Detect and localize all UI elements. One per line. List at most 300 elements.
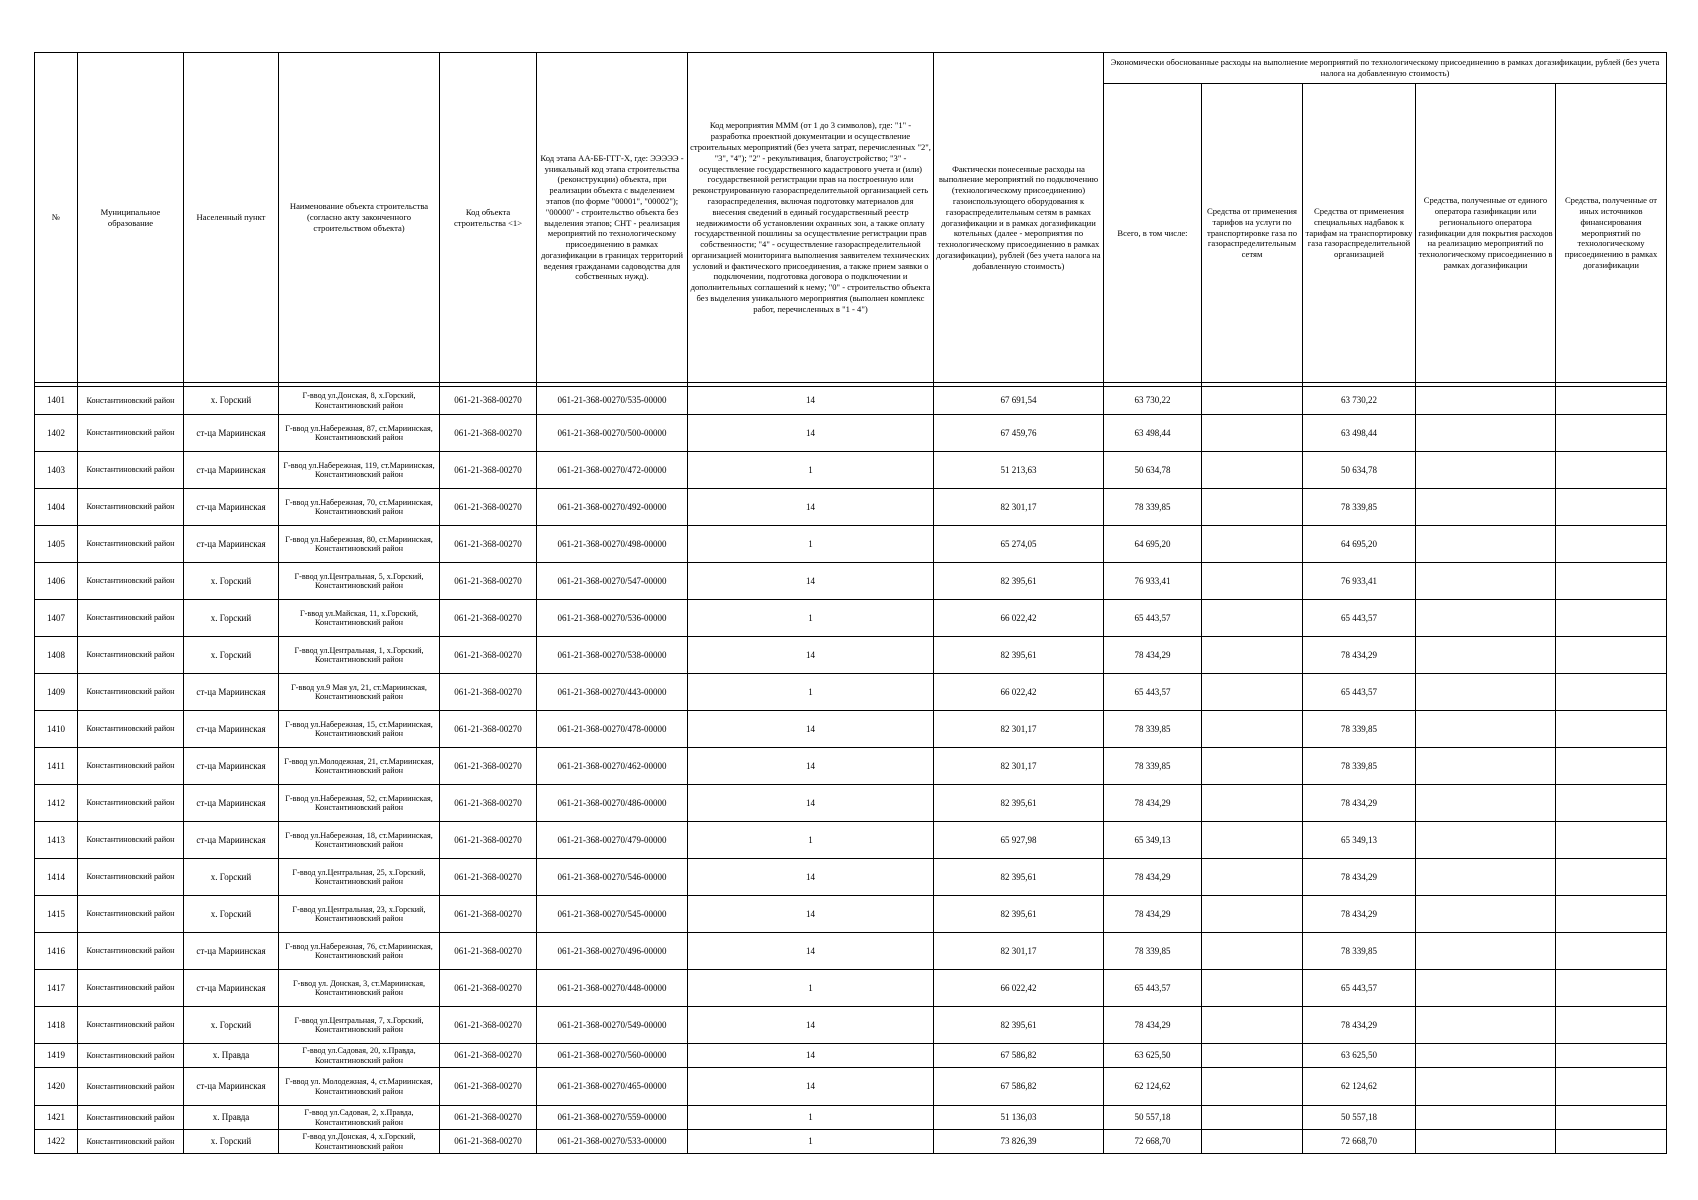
table-row [35,489,1667,526]
cell-tariff [1202,711,1303,748]
cell-markup: 78 434,29 [1303,1007,1416,1044]
header-total: Всего, в том числе: [1104,84,1202,383]
cell-operator [1416,637,1556,674]
cell-address: Г-ввод ул.Набережная, 70, ст.Мариинская, Константиновский район [279,489,440,526]
table-row [35,1044,1667,1068]
cell-total: 63 625,50 [1104,1044,1202,1068]
cell-num: 1402 [35,415,78,452]
cell-address: Г-ввод ул.Набережная, 18, ст.Мариинская, Константиновский район [279,822,440,859]
cell-total: 78 434,29 [1104,637,1202,674]
cell-num: 1403 [35,452,78,489]
table-row [35,896,1667,933]
cell-other [1556,1068,1667,1106]
header-municipality: Муниципальное образование [78,53,184,383]
cell-markup: 78 339,85 [1303,711,1416,748]
cell-total: 78 434,29 [1104,1007,1202,1044]
cell-other [1556,1106,1667,1130]
table-row [35,1130,1667,1154]
cell-address: Г-ввод ул.9 Мая ул, 21, ст.Мариинская, Константиновский район [279,674,440,711]
cell-operator [1416,785,1556,822]
cell-tariff [1202,1068,1303,1106]
cell-markup: 50 557,18 [1303,1106,1416,1130]
cell-actual: 66 022,42 [934,970,1104,1007]
table-row [35,785,1667,822]
table-row [35,415,1667,452]
table-row [35,748,1667,785]
cell-settlement: ст-ца Мариинская [184,970,279,1007]
cell-operator [1416,563,1556,600]
cell-settlement: ст-ца Мариинская [184,933,279,970]
table-row [35,563,1667,600]
cell-address: Г-ввод ул.Центральная, 7, х.Горский, Константиновский район [279,1007,440,1044]
cell-object-code: 061-21-368-00270 [440,600,537,637]
document-sheet [34,52,1666,1154]
cell-measure: 14 [688,1068,934,1106]
cell-stage-code: 061-21-368-00270/498-00000 [537,526,688,563]
cell-other [1556,489,1667,526]
cell-municipality: Константиновский район [78,452,184,489]
cell-num: 1406 [35,563,78,600]
cell-num: 1401 [35,387,78,415]
cell-operator [1416,970,1556,1007]
table-row [35,1068,1667,1106]
cell-total: 78 339,85 [1104,748,1202,785]
cell-municipality: Константиновский район [78,415,184,452]
cell-stage-code: 061-21-368-00270/492-00000 [537,489,688,526]
cell-operator [1416,600,1556,637]
cell-measure: 14 [688,637,934,674]
cell-settlement: х. Горский [184,859,279,896]
cell-num: 1417 [35,970,78,1007]
cell-municipality: Константиновский район [78,489,184,526]
cell-actual: 65 927,98 [934,822,1104,859]
cell-markup: 65 349,13 [1303,822,1416,859]
cell-object-code: 061-21-368-00270 [440,526,537,563]
cell-object-code: 061-21-368-00270 [440,452,537,489]
cell-object-code: 061-21-368-00270 [440,387,537,415]
cell-total: 76 933,41 [1104,563,1202,600]
cell-stage-code: 061-21-368-00270/538-00000 [537,637,688,674]
table-header [35,53,1667,387]
cell-stage-code: 061-21-368-00270/533-00000 [537,1130,688,1154]
cell-object-code: 061-21-368-00270 [440,1068,537,1106]
cell-operator [1416,415,1556,452]
cell-municipality: Константиновский район [78,563,184,600]
header-settlement: Населенный пункт [184,53,279,383]
cell-tariff [1202,822,1303,859]
cell-stage-code: 061-21-368-00270/486-00000 [537,785,688,822]
cell-markup: 76 933,41 [1303,563,1416,600]
cell-measure: 1 [688,600,934,637]
cell-operator [1416,1044,1556,1068]
cell-total: 65 443,57 [1104,970,1202,1007]
cell-other [1556,1007,1667,1044]
cell-num: 1421 [35,1106,78,1130]
cell-measure: 14 [688,1044,934,1068]
header-object-code: Код объекта строительства <1> [440,53,537,383]
cell-actual: 82 395,61 [934,785,1104,822]
cell-settlement: ст-ца Мариинская [184,1068,279,1106]
cell-markup: 65 443,57 [1303,600,1416,637]
cell-operator [1416,674,1556,711]
cell-address: Г-ввод ул.Центральная, 1, х.Горский, Константиновский район [279,637,440,674]
cell-num: 1413 [35,822,78,859]
cell-actual: 82 395,61 [934,637,1104,674]
cell-object-code: 061-21-368-00270 [440,933,537,970]
cell-num: 1419 [35,1044,78,1068]
cell-tariff [1202,563,1303,600]
cell-other [1556,387,1667,415]
cell-total: 50 634,78 [1104,452,1202,489]
cell-actual: 82 395,61 [934,1007,1104,1044]
cell-other [1556,415,1667,452]
cell-object-code: 061-21-368-00270 [440,563,537,600]
cell-municipality: Константиновский район [78,1007,184,1044]
cell-actual: 82 301,17 [934,711,1104,748]
cell-municipality: Константиновский район [78,859,184,896]
cell-measure: 1 [688,452,934,489]
header-other-sources: Средства, полученные от иных источников финансирования мероприятий по технологическому присоединению в рамках догазификации [1556,84,1667,383]
cell-num: 1410 [35,711,78,748]
cell-object-code: 061-21-368-00270 [440,1130,537,1154]
cell-tariff [1202,785,1303,822]
cell-markup: 64 695,20 [1303,526,1416,563]
cell-object-code: 061-21-368-00270 [440,1044,537,1068]
cell-tariff [1202,970,1303,1007]
cell-stage-code: 061-21-368-00270/500-00000 [537,415,688,452]
cell-settlement: х. Горский [184,896,279,933]
cell-municipality: Константиновский район [78,1044,184,1068]
cell-measure: 14 [688,859,934,896]
table-row [35,637,1667,674]
cell-stage-code: 061-21-368-00270/535-00000 [537,387,688,415]
cell-num: 1420 [35,1068,78,1106]
cell-total: 63 730,22 [1104,387,1202,415]
cell-markup: 78 339,85 [1303,748,1416,785]
cell-object-code: 061-21-368-00270 [440,970,537,1007]
table-row [35,526,1667,563]
cell-object-code: 061-21-368-00270 [440,822,537,859]
header-object-name: Наименование объекта строительства (согласно акту законченного строительством объекта) [279,53,440,383]
cell-stage-code: 061-21-368-00270/549-00000 [537,1007,688,1044]
cell-municipality: Константиновский район [78,600,184,637]
cell-total: 78 434,29 [1104,896,1202,933]
cell-stage-code: 061-21-368-00270/547-00000 [537,563,688,600]
table-row [35,1007,1667,1044]
table-row [35,387,1667,415]
cell-tariff [1202,859,1303,896]
cell-other [1556,600,1667,637]
cell-markup: 65 443,57 [1303,970,1416,1007]
cell-object-code: 061-21-368-00270 [440,489,537,526]
cell-num: 1414 [35,859,78,896]
cell-operator [1416,822,1556,859]
cell-address: Г-ввод ул.Молодежная, 21, ст.Мариинская, Константиновский район [279,748,440,785]
cell-address: Г-ввод ул.Садовая, 20, х.Правда, Константиновский район [279,1044,440,1068]
cell-measure: 14 [688,933,934,970]
header-num: № [35,53,78,383]
cell-other [1556,785,1667,822]
cell-markup: 65 443,57 [1303,674,1416,711]
cell-object-code: 061-21-368-00270 [440,1106,537,1130]
cell-measure: 14 [688,711,934,748]
cell-markup: 78 434,29 [1303,785,1416,822]
cell-tariff [1202,748,1303,785]
cell-settlement: ст-ца Мариинская [184,674,279,711]
cell-settlement: ст-ца Мариинская [184,452,279,489]
cell-settlement: х. Горский [184,637,279,674]
cell-operator [1416,1007,1556,1044]
cell-stage-code: 061-21-368-00270/478-00000 [537,711,688,748]
cell-other [1556,933,1667,970]
header-stage-code: Код этапа АА-ББ-ГГГ-Х, где: ЭЭЭЭЭ - уникальный код этапа строительства (реконструкции) объекта, при реализации объекта с выделением этапов (по форме "00001", "00002"); "00000" - строительство объекта без выделения этапов; СНТ - реализация мероприятий по технологическому присоединению в рамках догазификации в границах территорий ведения гражданами садоводства для собственных нужд). [537,53,688,383]
cell-markup: 72 668,70 [1303,1130,1416,1154]
cell-total: 72 668,70 [1104,1130,1202,1154]
cell-municipality: Константиновский район [78,748,184,785]
cell-measure: 1 [688,1130,934,1154]
cell-tariff [1202,1130,1303,1154]
cell-tariff [1202,526,1303,563]
cell-municipality: Константиновский район [78,896,184,933]
cell-markup: 78 339,85 [1303,933,1416,970]
cell-operator [1416,711,1556,748]
cell-object-code: 061-21-368-00270 [440,711,537,748]
header-special-markup: Средства от применения специальных надбавок к тарифам на транспортировку газа газораспределительной организацией [1303,84,1416,383]
cell-municipality: Константиновский район [78,674,184,711]
cell-operator [1416,1106,1556,1130]
cell-municipality: Константиновский район [78,785,184,822]
cell-actual: 73 826,39 [934,1130,1104,1154]
cell-stage-code: 061-21-368-00270/559-00000 [537,1106,688,1130]
cell-actual: 67 691,54 [934,387,1104,415]
cell-address: Г-ввод ул.Центральная, 5, х.Горский, Константиновский район [279,563,440,600]
cell-object-code: 061-21-368-00270 [440,785,537,822]
cell-tariff [1202,674,1303,711]
table-row [35,859,1667,896]
cell-actual: 82 395,61 [934,563,1104,600]
cell-tariff [1202,933,1303,970]
cell-actual: 66 022,42 [934,600,1104,637]
cell-settlement: ст-ца Мариинская [184,526,279,563]
cell-operator [1416,1068,1556,1106]
cell-settlement: ст-ца Мариинская [184,822,279,859]
table-row [35,822,1667,859]
cell-operator [1416,859,1556,896]
cell-stage-code: 061-21-368-00270/536-00000 [537,600,688,637]
table-row [35,933,1667,970]
cell-stage-code: 061-21-368-00270/545-00000 [537,896,688,933]
cell-actual: 82 301,17 [934,489,1104,526]
cell-total: 78 434,29 [1104,785,1202,822]
cell-address: Г-ввод ул. Молодежная, 4, ст.Мариинская, Константиновский район [279,1068,440,1106]
cell-address: Г-ввод ул.Набережная, 119, ст.Мариинская, Константиновский район [279,452,440,489]
cell-object-code: 061-21-368-00270 [440,637,537,674]
table-row [35,674,1667,711]
cell-markup: 50 634,78 [1303,452,1416,489]
cell-num: 1404 [35,489,78,526]
cell-object-code: 061-21-368-00270 [440,859,537,896]
cell-object-code: 061-21-368-00270 [440,1007,537,1044]
header-economic-group: Экономически обоснованные расходы на выполнение мероприятий по технологическому присоединению в рамках догазификации, рублей (без учета налога на добавленную стоимость) [1104,53,1667,84]
cell-actual: 82 301,17 [934,748,1104,785]
cell-settlement: х. Правда [184,1044,279,1068]
cell-measure: 14 [688,387,934,415]
cell-actual: 67 586,82 [934,1044,1104,1068]
cell-settlement: х. Горский [184,1130,279,1154]
cell-settlement: ст-ца Мариинская [184,748,279,785]
cell-object-code: 061-21-368-00270 [440,674,537,711]
table-body [35,387,1667,1154]
cell-tariff [1202,415,1303,452]
cell-markup: 62 124,62 [1303,1068,1416,1106]
cell-total: 50 557,18 [1104,1106,1202,1130]
cell-markup: 78 434,29 [1303,637,1416,674]
cell-measure: 14 [688,415,934,452]
cell-municipality: Константиновский район [78,526,184,563]
cell-tariff [1202,896,1303,933]
cell-address: Г-ввод ул.Набережная, 80, ст.Мариинская, Константиновский район [279,526,440,563]
cell-address: Г-ввод ул.Набережная, 87, ст.Мариинская, Константиновский район [279,415,440,452]
cell-num: 1412 [35,785,78,822]
cell-tariff [1202,1007,1303,1044]
cell-settlement: х. Правда [184,1106,279,1130]
cell-municipality: Константиновский район [78,1130,184,1154]
cell-operator [1416,452,1556,489]
cell-tariff [1202,452,1303,489]
cell-municipality: Константиновский район [78,1106,184,1130]
cell-total: 78 434,29 [1104,859,1202,896]
cell-other [1556,1130,1667,1154]
cell-num: 1407 [35,600,78,637]
cell-address: Г-ввод ул.Центральная, 25, х.Горский, Константиновский район [279,859,440,896]
table-row [35,452,1667,489]
cell-measure: 1 [688,822,934,859]
cell-measure: 14 [688,1007,934,1044]
cell-other [1556,896,1667,933]
cell-markup: 78 339,85 [1303,489,1416,526]
table-row [35,600,1667,637]
header-single-operator: Средства, полученные от единого оператора газификации или регионального оператора газификации для покрытия расходов на реализацию мероприятий по технологическому присоединению в рамках догазификации [1416,84,1556,383]
cell-tariff [1202,637,1303,674]
cell-num: 1411 [35,748,78,785]
cell-total: 65 443,57 [1104,600,1202,637]
cell-tariff [1202,1106,1303,1130]
cell-tariff [1202,600,1303,637]
cell-num: 1418 [35,1007,78,1044]
cell-other [1556,970,1667,1007]
cell-tariff [1202,1044,1303,1068]
cell-municipality: Константиновский район [78,1068,184,1106]
cell-operator [1416,526,1556,563]
cell-address: Г-ввод ул.Донская, 4, х.Горский, Константиновский район [279,1130,440,1154]
cell-measure: 1 [688,970,934,1007]
cell-actual: 66 022,42 [934,674,1104,711]
cell-num: 1422 [35,1130,78,1154]
cell-stage-code: 061-21-368-00270/443-00000 [537,674,688,711]
cell-markup: 63 498,44 [1303,415,1416,452]
cell-operator [1416,489,1556,526]
cell-other [1556,711,1667,748]
cell-total: 78 339,85 [1104,489,1202,526]
cell-other [1556,637,1667,674]
cell-actual: 82 395,61 [934,859,1104,896]
cell-actual: 65 274,05 [934,526,1104,563]
cell-municipality: Константиновский район [78,822,184,859]
cell-num: 1405 [35,526,78,563]
cell-settlement: ст-ца Мариинская [184,711,279,748]
cell-municipality: Константиновский район [78,711,184,748]
cell-num: 1408 [35,637,78,674]
cell-stage-code: 061-21-368-00270/546-00000 [537,859,688,896]
cell-measure: 14 [688,748,934,785]
cell-address: Г-ввод ул.Набережная, 76, ст.Мариинская, Константиновский район [279,933,440,970]
cell-settlement: х. Горский [184,563,279,600]
cell-municipality: Константиновский район [78,637,184,674]
cell-settlement: ст-ца Мариинская [184,489,279,526]
cell-total: 65 349,13 [1104,822,1202,859]
cell-address: Г-ввод ул.Майская, 11, х.Горский, Константиновский район [279,600,440,637]
cell-object-code: 061-21-368-00270 [440,748,537,785]
table-row [35,711,1667,748]
cell-actual: 82 395,61 [934,896,1104,933]
header-measure-code: Код мероприятия МММ (от 1 до 3 символов), где: "1" - разработка проектной документации и осуществление строительных мероприятий (без учета затрат, перечисленных "2", "3", "4"); "2" - рекультивация, благоустройство; "3" - осуществление государственного кадастрового учета и (или) государственной регистрации прав на построенную или реконструированную газораспределительной организацией сеть газораспределения, включая подготовку материалов для внесения сведений в единый государственный реестр недвижимости об установлении охранных зон, а также оплату государственной пошлины за осуществление регистрации прав собственности; "4" - осуществление газораспределительной организацией мониторинга выполнения заявителем технических условий и фактического присоединения, а также прием заявки о подключении, подготовка договора о подключении и дополнительных соглашений к нему; "0" - строительство объекта без выделения уникального мероприятия (выполнен комплекс работ, перечисленных в "1 - 4") [688,53,934,383]
cell-stage-code: 061-21-368-00270/560-00000 [537,1044,688,1068]
cell-municipality: Константиновский район [78,387,184,415]
cell-other [1556,563,1667,600]
cell-settlement: ст-ца Мариинская [184,415,279,452]
cell-other [1556,526,1667,563]
cell-tariff [1202,387,1303,415]
cell-stage-code: 061-21-368-00270/479-00000 [537,822,688,859]
table-row [35,970,1667,1007]
cell-tariff [1202,489,1303,526]
header-actual-costs: Фактически понесенные расходы на выполнение мероприятий по подключению (технологическому присоединению) газоиспользующего оборудования к газораспределительным сетям в рамках догазификации и в рамках догазификации котельных (далее - мероприятия по технологическому присоединению в рамках догазификации), рублей (без учета налога на добавленную стоимость) [934,53,1104,383]
cell-stage-code: 061-21-368-00270/448-00000 [537,970,688,1007]
cell-settlement: х. Горский [184,600,279,637]
cell-other [1556,859,1667,896]
cell-address: Г-ввод ул.Центральная, 23, х.Горский, Константиновский район [279,896,440,933]
cell-markup: 63 625,50 [1303,1044,1416,1068]
cell-object-code: 061-21-368-00270 [440,896,537,933]
cell-markup: 78 434,29 [1303,859,1416,896]
cell-municipality: Константиновский район [78,970,184,1007]
cell-address: Г-ввод ул.Набережная, 15, ст.Мариинская, Константиновский район [279,711,440,748]
cell-operator [1416,933,1556,970]
cell-num: 1416 [35,933,78,970]
cell-markup: 78 434,29 [1303,896,1416,933]
cell-measure: 14 [688,563,934,600]
cell-other [1556,674,1667,711]
cell-address: Г-ввод ул.Набережная, 52, ст.Мариинская, Константиновский район [279,785,440,822]
cell-markup: 63 730,22 [1303,387,1416,415]
cell-actual: 51 136,03 [934,1106,1104,1130]
cell-total: 64 695,20 [1104,526,1202,563]
cell-actual: 82 301,17 [934,933,1104,970]
cell-settlement: х. Горский [184,387,279,415]
cell-total: 62 124,62 [1104,1068,1202,1106]
cell-other [1556,452,1667,489]
cell-measure: 14 [688,785,934,822]
cell-operator [1416,748,1556,785]
cell-municipality: Константиновский район [78,933,184,970]
cell-measure: 1 [688,1106,934,1130]
cell-address: Г-ввод ул.Донская, 8, х.Горский, Константиновский район [279,387,440,415]
cell-actual: 67 586,82 [934,1068,1104,1106]
cell-total: 63 498,44 [1104,415,1202,452]
cell-total: 78 339,85 [1104,711,1202,748]
cell-measure: 14 [688,896,934,933]
cell-stage-code: 061-21-368-00270/465-00000 [537,1068,688,1106]
